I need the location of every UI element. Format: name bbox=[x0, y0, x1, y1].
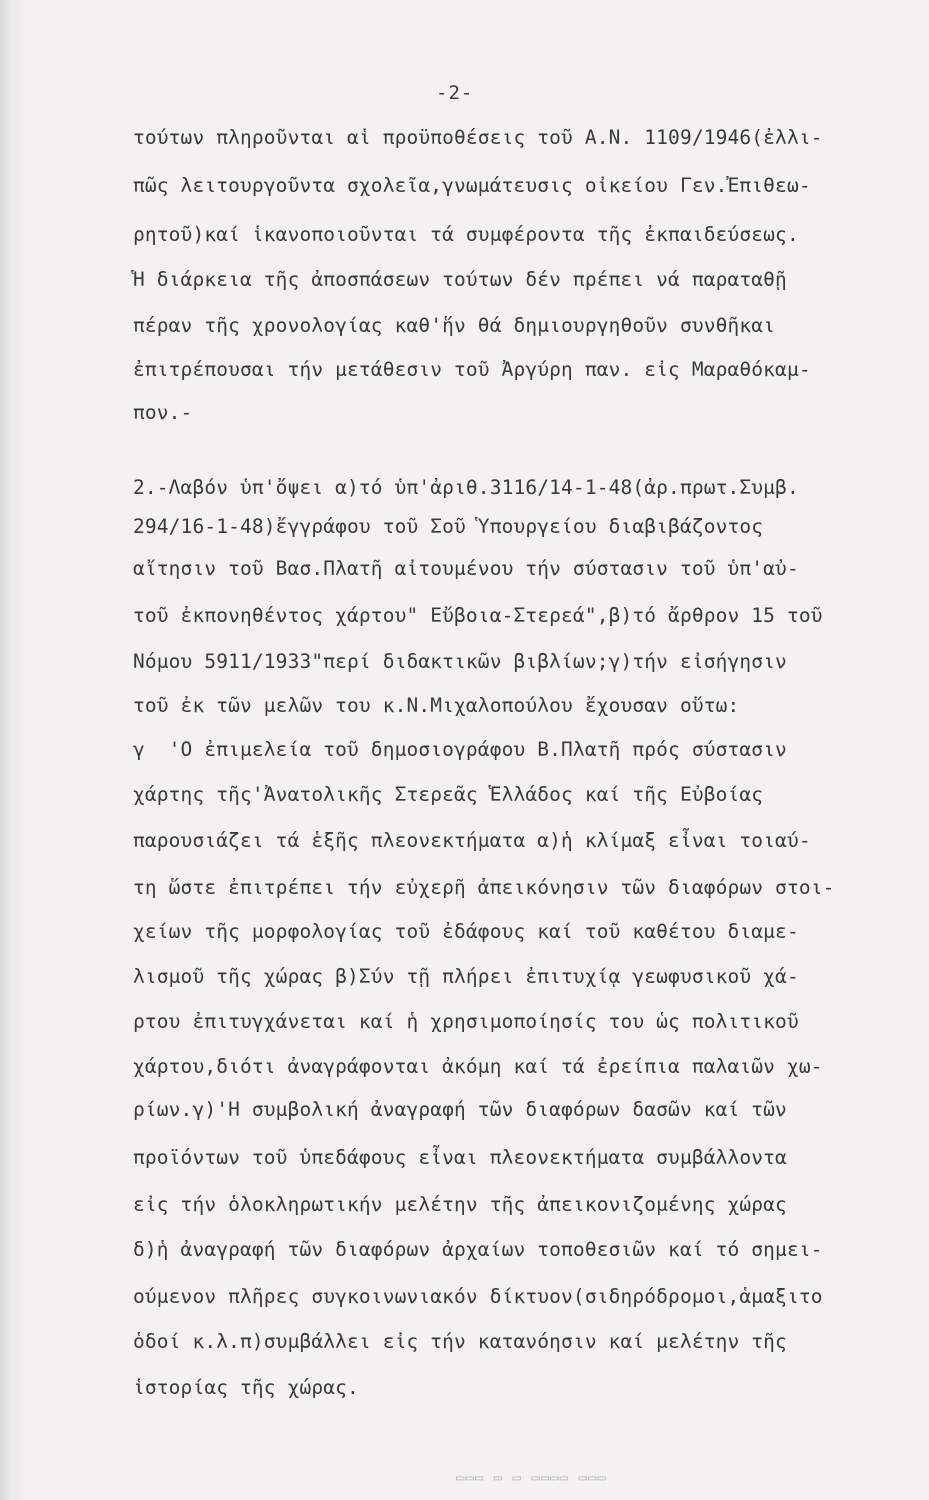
faint-footer-stamp: ▭▭▭ ▭ ▭ ▭▭▭▭ ▭▭▭ bbox=[456, 1470, 607, 1486]
text-line: τούτων πληροῦνται αἱ προϋποθέσεις τοῦ Α.Ν. 1109/1946(ἐλλι- bbox=[133, 126, 823, 149]
text-line: ρίων.γ)'Η συμβολική ἀναγραφή τῶν διαφόρων δασῶν καί τῶν bbox=[133, 1098, 787, 1121]
text-line: ρητοῦ)καί ἱκανοποιοῦνται τά συμφέροντα τῆς ἐκπαιδεύσεως. bbox=[133, 223, 799, 246]
text-line: παρουσιάζει τά ἑξῆς πλεονεκτήματα α)ἡ κλίμαξ εἶναι τοιαύ- bbox=[133, 829, 811, 852]
text-line: λισμοῦ τῆς χώρας β)Σύν τῇ πλήρει ἐπιτυχίᾳ γεωφυσικοῦ χά- bbox=[133, 965, 799, 988]
page-number: -2- bbox=[436, 82, 474, 104]
text-line: προϊόντων τοῦ ὑπεδάφους εἶναι πλεονεκτήματα συμβάλλοντα bbox=[133, 1146, 787, 1169]
text-line: χείων τῆς μορφολογίας τοῦ ἐδάφους καί τοῦ καθέτου διαμε- bbox=[133, 920, 799, 943]
text-line: αἴτησιν τοῦ Βασ.Πλατῆ αἰτουμένου τήν σύστασιν τοῦ ὑπ'αὐ- bbox=[133, 557, 799, 580]
text-line: ἱστορίας τῆς χώρας. bbox=[133, 1376, 359, 1399]
text-line: ούμενον πλῆρες συγκοινωνιακόν δίκτυον(σιδηρόδρομοι,ἁμαξιτο bbox=[133, 1285, 823, 1308]
text-line: 2.-Λαβόν ὑπ'ὄψει α)τό ὑπ'ἀριθ.3116/14-1-48(ἀρ.πρωτ.Συμβ. bbox=[133, 476, 799, 499]
text-line: πον.- bbox=[133, 401, 193, 424]
text-line: ὁδοί κ.λ.π)συμβάλλει εἰς τήν κατανόησιν καί μελέτην τῆς bbox=[133, 1330, 787, 1353]
text-line: πῶς λειτουργοῦντα σχολεῖα,γνωμάτευσις οἰκείου Γεν.Ἐπιθεω- bbox=[133, 174, 811, 197]
text-line: Νόμου 5911/1933"περί διδακτικῶν βιβλίων;γ)τήν εἰσήγησιν bbox=[133, 650, 787, 673]
text-line: τοῦ ἐκπονηθέντος χάρτου" Εὔβοια-Στερεά",β)τό ἄρθρον 15 τοῦ bbox=[133, 604, 823, 627]
text-line: εἰς τήν ὁλοκληρωτικήν μελέτην τῆς ἀπεικονιζομένης χώρας bbox=[133, 1193, 787, 1216]
text-line: πέραν τῆς χρονολογίας καθ'ἥν θά δημιουργηθοῦν συνθῆκαι bbox=[133, 314, 776, 337]
text-line: Ἡ διάρκεια τῆς ἀποσπάσεων τούτων δέν πρέπει νά παραταθῇ bbox=[133, 268, 787, 291]
text-line: τοῦ ἐκ τῶν μελῶν του κ.Ν.Μιχαλοπούλου ἔχουσαν οὕτω: bbox=[133, 694, 740, 717]
text-line: 294/16-1-48)ἔγγράφου τοῦ Σοῦ Ὑπουργείου διαβιβάζοντος bbox=[133, 515, 764, 538]
text-line: τη ὥστε ἐπιτρέπει τήν εὐχερῆ ἀπεικόνησιν τῶν διαφόρων στοι- bbox=[133, 876, 835, 899]
text-line: ἐπιτρέπουσαι τήν μετάθεσιν τοῦ Ἀργύρη παν. εἰς Μαραθόκαμ- bbox=[133, 358, 811, 381]
text-line: χάρτης τῆς'Ἀνατολικῆς Στερεᾶς Ἑλλάδος καί τῆς Εὐβοίας bbox=[133, 783, 764, 806]
text-line: γ 'Ο ἐπιμελεία τοῦ δημοσιογράφου Β.Πλατῆ πρός σύστασιν bbox=[133, 738, 787, 761]
text-line: ρτου ἐπιτυγχάνεται καί ἡ χρησιμοποίησίς του ὡς πολιτικοῦ bbox=[133, 1010, 799, 1033]
text-line: χάρτου,διότι ἀναγράφονται ἀκόμη καί τά ἐρείπια παλαιῶν χω- bbox=[133, 1055, 823, 1078]
text-line: δ)ἡ ἀναγραφή τῶν διαφόρων ἀρχαίων τοποθεσιῶν καί τό σημει- bbox=[133, 1238, 823, 1261]
